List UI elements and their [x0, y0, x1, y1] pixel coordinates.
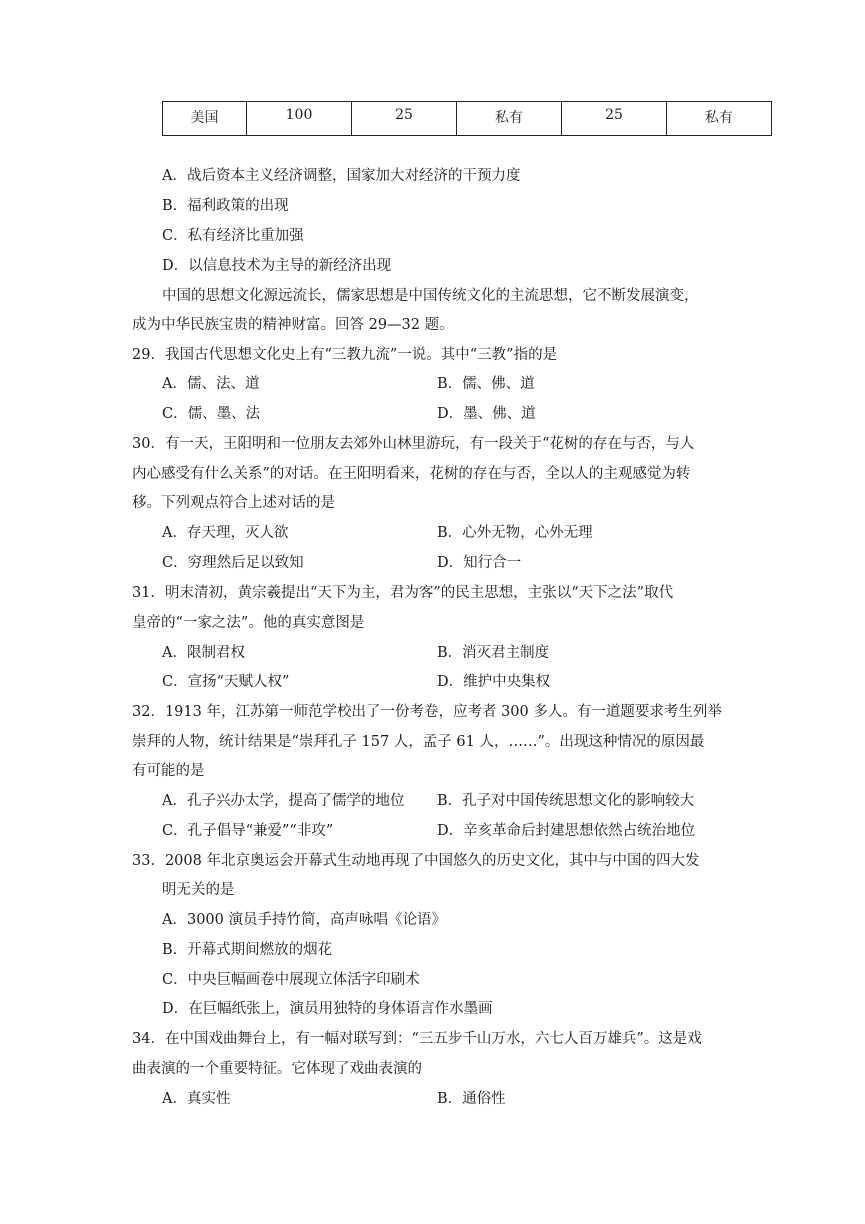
q31-option-d: D．维护中央集权 [437, 674, 551, 690]
q33-stem-2: 明无关的是 [162, 882, 235, 898]
q28-option-b: B．福利政策的出现 [162, 198, 289, 214]
q32-option-a: A．孔子兴办太学，提高了儒学的地位 [162, 793, 405, 809]
q31-option-b: B．消灭君主制度 [437, 645, 550, 661]
q29-stem: 29．我国古代思想文化史上有“三教九流”一说。其中“三教”指的是 [132, 347, 558, 363]
q33-option-a: A．3000 演员手持竹简，高声咏唱《论语》 [162, 912, 446, 928]
q31-option-a: A．限制君权 [162, 645, 245, 661]
q31-stem-1: 31．明末清初，黄宗羲提出“天下为主，君为客”的民主思想，主张以“天下之法”取代 [132, 585, 674, 601]
q34-stem-2: 曲表演的一个重要特征。它体现了戏曲表演的 [132, 1061, 422, 1077]
q32-option-c: C．孔子倡导“兼爱”“非攻” [162, 823, 334, 839]
table-cell: 美国 [163, 102, 247, 136]
q29-option-b: B．儒、佛、道 [437, 376, 535, 392]
q31-option-c: C．宣扬“天赋人权” [162, 674, 290, 690]
q34-stem-1: 34．在中国戏曲舞台上，有一幅对联写到：“三五步千山万水，六七人百万雄兵”。这是戏 [132, 1031, 702, 1047]
q28-option-d: D．以信息技术为主导的新经济出现 [162, 258, 392, 274]
q28-option-a: A．战后资本主义经济调整，国家加大对经济的干预力度 [162, 168, 521, 184]
q33-stem-1: 33．2008 年北京奥运会开幕式生动地再现了中国悠久的历史文化，其中与中国的四大发 [132, 853, 700, 869]
q30-stem-2: 内心感受有什么关系”的对话。在王阳明看来，花树的存在与否，全以人的主观感觉为转 [132, 466, 691, 482]
q32-option-d: D．辛亥革命后封建思想依然占统治地位 [437, 823, 696, 839]
q32-stem-3: 有可能的是 [132, 763, 205, 779]
table-cell: 25 [562, 102, 667, 136]
q29-option-c: C．儒、墨、法 [162, 406, 261, 422]
data-table [162, 101, 772, 136]
q33-option-d: D．在巨幅纸张上，演员用独特的身体语言作水墨画 [162, 1001, 493, 1017]
q31-stem-2: 皇帝的“一家之法”。他的真实意图是 [132, 615, 365, 631]
q33-option-c: C．中央巨幅画卷中展现立体活字印刷术 [162, 972, 420, 988]
q30-option-c: C．穷理然后足以致知 [162, 555, 304, 571]
table-cell: 私有 [457, 102, 562, 136]
q32-option-b: B．孔子对中国传统思想文化的影响较大 [437, 793, 695, 809]
table-cell: 25 [352, 102, 457, 136]
table-row [163, 102, 772, 136]
table-cell: 100 [247, 102, 352, 136]
table-cell: 私有 [667, 102, 772, 136]
q30-stem-3: 移。下列观点符合上述对话的是 [132, 495, 335, 511]
q30-stem-1: 30．有一天，王阳明和一位朋友去郊外山林里游玩，有一段关于“花树的存在与否，与人 [132, 436, 695, 452]
q34-option-a: A．真实性 [162, 1091, 231, 1107]
q30-option-b: B．心外无物，心外无理 [437, 525, 593, 541]
q33-option-b: B．开幕式期间燃放的烟花 [162, 942, 333, 958]
q29-option-a: A．儒、法、道 [162, 376, 260, 392]
q30-option-d: D．知行合一 [437, 555, 522, 571]
q32-stem-2: 崇拜的人物，统计结果是“崇拜孔子 157 人，孟子 61 人，……”。出现这种情况的原因最 [132, 734, 705, 750]
q32-stem-1: 32．1913 年，江苏第一师范学校出了一份考卷，应考者 300 多人。有一道题要求考生列举 [132, 704, 722, 720]
intro-line-1: 中国的思想文化源远流长，儒家思想是中国传统文化的主流思想，它不断发展演变， [162, 288, 699, 304]
q34-option-b: B．通俗性 [437, 1091, 506, 1107]
q30-option-a: A．存天理，灭人欲 [162, 525, 289, 541]
q29-option-d: D．墨、佛、道 [437, 406, 536, 422]
intro-line-2: 成为中华民族宝贵的精神财富。回答 29—32 题。 [132, 317, 454, 333]
q28-option-c: C．私有经济比重加强 [162, 228, 304, 244]
